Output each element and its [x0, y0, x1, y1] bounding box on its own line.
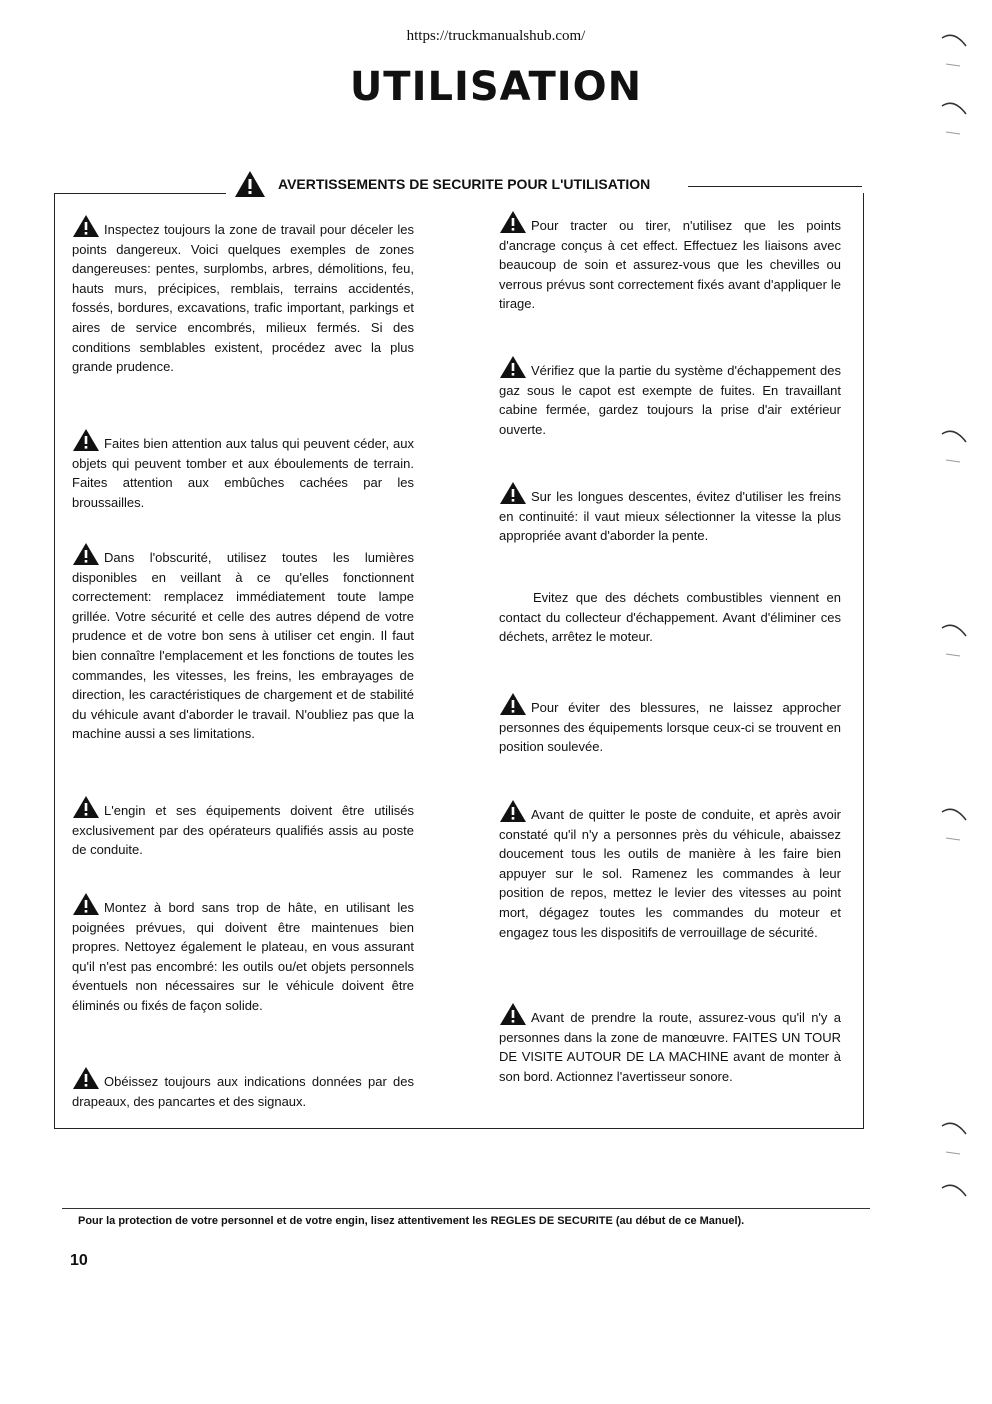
footer-note: Pour la protection de votre personnel et de votre engin, lisez attentivement les REGLES DE SECURITE (au début de ce Manuel). [78, 1215, 745, 1227]
warning-item [72, 428, 414, 512]
warning-text: Obéissez toujours aux indications données par des drapeaux, des pancartes et des signaux. [72, 1074, 414, 1109]
warning-triangle-icon [234, 170, 266, 198]
warning-text: Sur les longues descentes, évitez d'utiliser les freins en continuité: il vaut mieux sélectionner la vitesse la plus appropriée avant d'aborder la pente. [499, 489, 841, 544]
warning-triangle-icon [72, 428, 100, 452]
binder-ring-mark [940, 426, 970, 466]
warning-item [72, 542, 414, 744]
warning-text: Faites bien attention aux talus qui peuvent céder, aux objets qui peuvent tomber et aux éboulements de terrain. Faites attention aux embûches cachées par les broussailles. [72, 436, 414, 510]
warning-item [499, 692, 841, 757]
warning-text: Evitez que des déchets combustibles viennent en contact du collecteur d'échappement. Avant d'éliminer ces déchets, arrêtez le moteur. [499, 590, 841, 645]
warning-triangle-icon [72, 1066, 100, 1090]
warning-triangle-icon [499, 1002, 527, 1026]
page-number: 10 [70, 1252, 88, 1269]
section-heading [234, 170, 650, 198]
warning-text: Avant de prendre la route, assurez-vous qu'il n'y a personnes dans la zone de manœuvre. FAITES UN TOUR DE VISITE AUTOUR DE LA MACHINE avant de monter à son bord. Actionnez l'avertisseur sonore. [499, 1010, 841, 1084]
warning-item [499, 355, 841, 439]
warning-triangle-icon [499, 799, 527, 823]
warning-text: Inspectez toujours la zone de travail pour déceler les points dangereux. Voici quelques exemples de zones dangereuses: pentes, surplombs, arbres, démolitions, feu, hauts murs, précipices, remblais, terrains accidentés, fossés, bordures, excavations, trafic important, parkings et aires de service encombrés, milieux fermés. Si des conditions semblables existent, procédez avec la plus grande prudence. [72, 222, 414, 375]
binder-ring-mark [940, 1180, 970, 1220]
warning-item [72, 795, 414, 860]
warning-text: Pour tracter ou tirer, n'utilisez que les points d'ancrage conçus à cet effect. Effectuez les liaisons avec beaucoup de soin et assurez-vous que les chevilles ou verrous prévus sont correctement fixés avant d'appliquer le tirage. [499, 218, 841, 312]
warning-text: Dans l'obscurité, utilisez toutes les lumières disponibles en veillant à ce qu'elles fonctionnent correctement: remplacez immédiatement toute lampe grillée. Votre sécurité et celle des autres dépend de votre prudence et de votre bon sens à utiliser cet engin. Il faut bien connaître l'emplacement et les fonctions de toutes les commandes, les vitesses, les freins, les embrayages de direction, les caractéristiques de chargement et de stabilité du véhicule avant d'aborder le travail. N'oubliez pas que la machine aussi a ses limitations. [72, 550, 414, 742]
warning-item [72, 892, 414, 1016]
warning-triangle-icon [499, 481, 527, 505]
warning-triangle-icon [499, 692, 527, 716]
page-title: UTILISATION [349, 64, 643, 110]
binder-ring-mark [940, 620, 970, 660]
warning-text: Pour éviter des blessures, ne laissez approcher personnes des équipements lorsque ceux-ci se trouvent en position soulevée. [499, 700, 841, 755]
heading-rule-right [688, 186, 862, 187]
warning-item [499, 210, 841, 314]
warning-item [499, 588, 841, 647]
warning-text: L'engin et ses équipements doivent être utilisés exclusivement par des opérateurs qualifiés assis au poste de conduite. [72, 803, 414, 858]
section-heading-text: AVERTISSEMENTS DE SECURITE POUR L'UTILISATION [278, 176, 651, 192]
warning-triangle-icon [72, 214, 100, 238]
binder-ring-mark [940, 1118, 970, 1158]
warning-text: Avant de quitter le poste de conduite, et après avoir constaté qu'il n'y a personnes près du véhicule, abaissez doucement tous les outils de manière à les faire bien appuyer sur le sol. Ramenez les commandes à leur position de repos, mettez le levier des vitesses au point mort, dégagez toutes les commandes du moteur et engagez tous les dispositifs de verrouillage de sécurité. [499, 807, 841, 940]
source-url: https://truckmanualshub.com/ [406, 28, 586, 44]
warning-text: Vérifiez que la partie du système d'échappement des gaz sous le capot est exempte de fuites. En travaillant cabine fermée, gardez toujours la prise d'air extérieur ouverte. [499, 363, 841, 437]
warning-triangle-icon [72, 795, 100, 819]
footer-rule [62, 1208, 870, 1209]
warning-triangle-icon [72, 542, 100, 566]
warning-text: Montez à bord sans trop de hâte, en utilisant les poignées prévues, qui doivent être maintenues bien propres. Nettoyez également le plateau, en vous assurant qu'il n'est pas encombré: les outils ou/et objets personnels éventuels non nécessaires sur le véhicule doivent être éliminés ou fixés de façon solide. [72, 900, 414, 1013]
binder-ring-mark [940, 804, 970, 844]
warning-triangle-icon [499, 355, 527, 379]
warning-triangle-icon [72, 892, 100, 916]
binder-ring-mark [940, 98, 970, 138]
warning-item [72, 1066, 414, 1111]
warning-item [499, 481, 841, 546]
warning-item [499, 1002, 841, 1086]
warning-item [72, 214, 414, 377]
warning-item [499, 799, 841, 942]
warning-triangle-icon [499, 210, 527, 234]
binder-ring-mark [940, 30, 970, 70]
